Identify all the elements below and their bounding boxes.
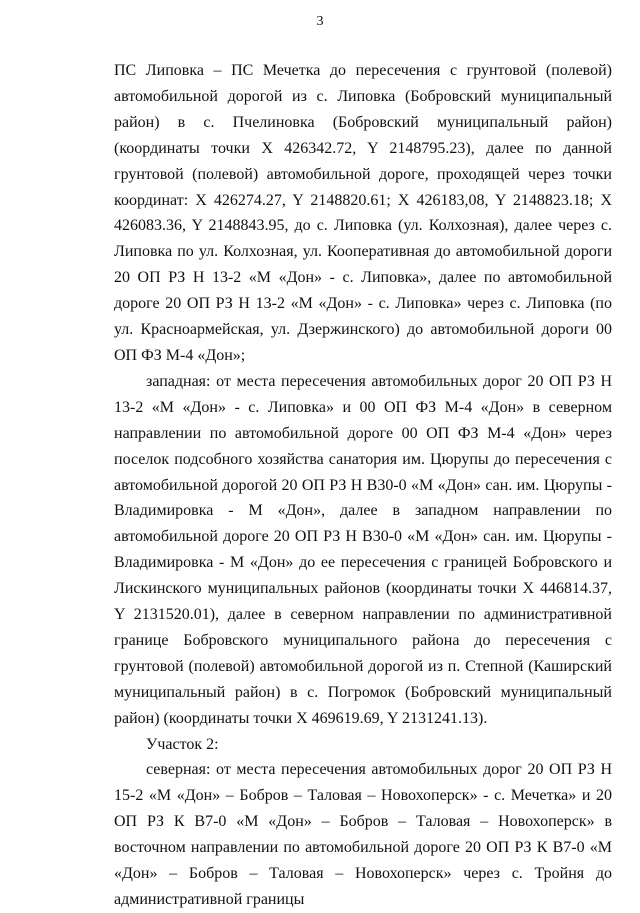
paragraph-northern-boundary: северная: от места пересечения автомобильных дорог 20 ОП РЗ Н 15-2 «М «Дон» – Бобров – Таловая – Новохоперск» - с. Мечетка» и 20 ОП РЗ К В7-0 «М «Дон» – Бобров – Таловая – Новохоперск» в восточном направлении по автомобильной дороге 20 ОП РЗ К В7-0 «М «Дон» – Бобров – Таловая – Новохоперск» через с. Тройня до административной границы [114,761,612,908]
page-number: 3 [316,14,324,29]
section-heading-plot-2: Участок 2: [146,735,219,753]
paragraph-continuation: ПС Липовка – ПС Мечетка до пересечения с грунтовой (полевой) автомобильной дорогой из с. Липовка (Бобровский муниципальный район) в с. Пчелиновка (Бобровский муниципальный район) (координаты точки X 426342.72, Y 2148795.23), далее по данной грунтовой (полевой) автомобильной дороге, проходящей через точки координат: X 426274.27, Y 2148820.61; X 426183,08, Y 2148823.18; X 426083.36, Y 2148843.95, до с. Липовка (ул. Колхозная), далее через с. Липовка по ул. Колхозная, ул. Кооперативная до автомобильной дороги 20 ОП РЗ Н 13-2 «М «Дон» - с. Липовка», далее по автомобильной дороге 20 ОП РЗ Н 13-2 «М «Дон» - с. Липовка» через с. Липовка (по ул. Красноармейская, ул. Дзержинского) до автомобильной дороги 00 ОП ФЗ М-4 «Дон»; [114,62,612,364]
document-body [114,58,612,913]
paragraph-western-boundary: западная: от места пересечения автомобильных дорог 20 ОП РЗ Н 13-2 «М «Дон» - с. Липовка» и 00 ОП ФЗ М-4 «Дон» в северном направлении по автомобильной дороге 00 ОП ФЗ М-4 «Дон» через поселок подсобного хозяйства санатория им. Цюрупы до пересечения с автомобильной дорогой 20 ОП РЗ Н В30-0 «М «Дон» сан. им. Цюрупы - Владимировка - М «Дон», далее в западном направлении по автомобильной дороге 20 ОП РЗ Н В30-0 «М «Дон» сан. им. Цюрупы - Владимировка - М «Дон» до ее пересечения с границей Бобровского и Лискинского муниципальных районов (координаты точки X 446814.37, Y 2131520.01), далее в северном направлении по административной границе Бобровского муниципального района до пересечения с грунтовой (полевой) автомобильной дорогой из п. Степной (Каширский муниципальный район) в с. Погромок (Бобровский муниципальный район) (координаты точки X 469619.69, Y 2131241.13). [114,372,612,727]
